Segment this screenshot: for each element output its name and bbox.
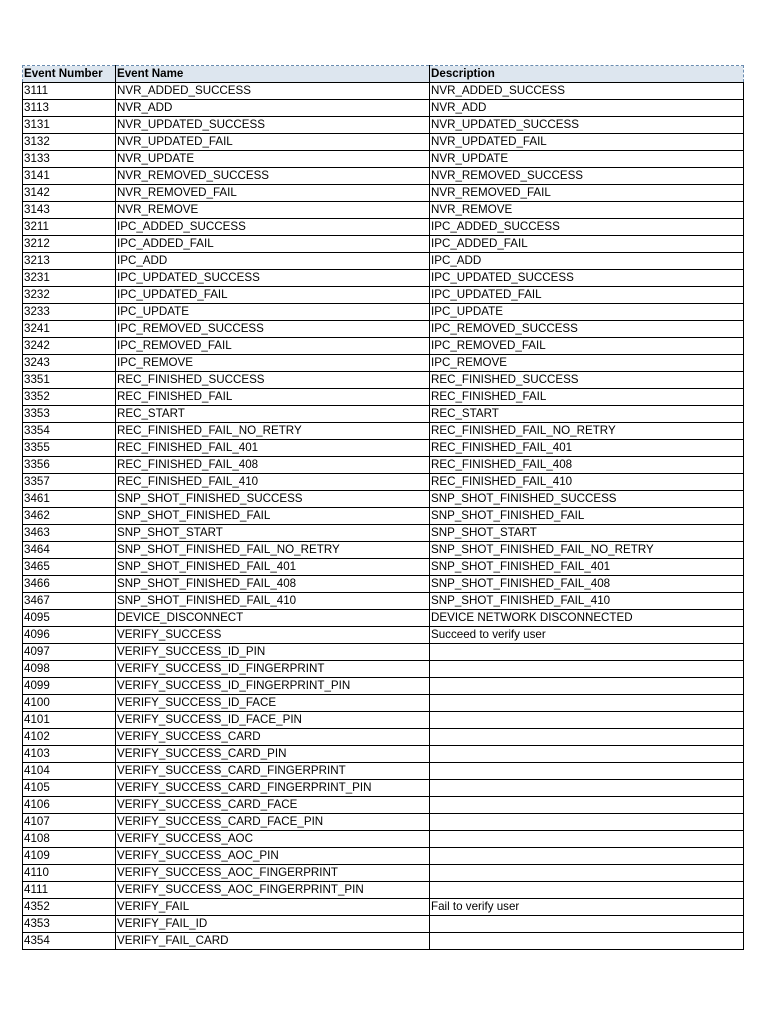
header-event-name: Event Name [116, 66, 430, 83]
cell-event-number: 3211 [23, 219, 116, 236]
cell-event-number: 3132 [23, 134, 116, 151]
cell-event-name: REC_FINISHED_SUCCESS [116, 372, 430, 389]
table-row [23, 542, 744, 559]
cell-event-number: 3242 [23, 338, 116, 355]
cell-event-name: IPC_REMOVED_SUCCESS [116, 321, 430, 338]
table-row [23, 848, 744, 865]
cell-description: REC_FINISHED_FAIL_410 [430, 474, 744, 491]
cell-description [430, 831, 744, 848]
table-row [23, 644, 744, 661]
cell-description [430, 644, 744, 661]
table-body [23, 83, 744, 950]
cell-event-name: SNP_SHOT_FINISHED_FAIL_408 [116, 576, 430, 593]
cell-event-name: VERIFY_SUCCESS_CARD_FACE [116, 797, 430, 814]
table-row [23, 695, 744, 712]
cell-event-name: VERIFY_SUCCESS_ID_FINGERPRINT [116, 661, 430, 678]
cell-description: IPC_ADDED_SUCCESS [430, 219, 744, 236]
cell-event-name: IPC_ADD [116, 253, 430, 270]
cell-description: IPC_REMOVE [430, 355, 744, 372]
cell-event-name: VERIFY_SUCCESS_AOC_FINGERPRINT [116, 865, 430, 882]
cell-description [430, 712, 744, 729]
cell-event-name: NVR_UPDATE [116, 151, 430, 168]
cell-event-number: 3462 [23, 508, 116, 525]
cell-description: Succeed to verify user [430, 627, 744, 644]
table-row [23, 797, 744, 814]
table-row [23, 406, 744, 423]
cell-event-number: 4097 [23, 644, 116, 661]
cell-description [430, 933, 744, 950]
cell-description: REC_FINISHED_FAIL [430, 389, 744, 406]
table-row [23, 168, 744, 185]
cell-description: IPC_ADD [430, 253, 744, 270]
cell-description: IPC_REMOVED_SUCCESS [430, 321, 744, 338]
cell-event-name: VERIFY_SUCCESS_AOC_FINGERPRINT_PIN [116, 882, 430, 899]
table-row [23, 474, 744, 491]
header-row [23, 66, 744, 83]
cell-description: SNP_SHOT_FINISHED_FAIL_401 [430, 559, 744, 576]
cell-description: IPC_UPDATE [430, 304, 744, 321]
cell-event-number: 4111 [23, 882, 116, 899]
cell-event-name: REC_START [116, 406, 430, 423]
table-header [23, 66, 744, 83]
table-row [23, 185, 744, 202]
cell-event-name: SNP_SHOT_FINISHED_FAIL_401 [116, 559, 430, 576]
cell-event-name: VERIFY_SUCCESS_ID_FACE_PIN [116, 712, 430, 729]
cell-description: NVR_REMOVE [430, 202, 744, 219]
cell-event-number: 3467 [23, 593, 116, 610]
cell-event-number: 4104 [23, 763, 116, 780]
cell-event-number: 4103 [23, 746, 116, 763]
cell-event-name: NVR_ADDED_SUCCESS [116, 83, 430, 100]
table-row [23, 117, 744, 134]
cell-event-number: 4108 [23, 831, 116, 848]
cell-event-name: VERIFY_SUCCESS_ID_PIN [116, 644, 430, 661]
cell-description [430, 797, 744, 814]
cell-event-number: 3352 [23, 389, 116, 406]
cell-description: NVR_UPDATED_FAIL [430, 134, 744, 151]
table-row [23, 933, 744, 950]
cell-description: NVR_ADDED_SUCCESS [430, 83, 744, 100]
cell-description [430, 746, 744, 763]
cell-event-name: SNP_SHOT_FINISHED_FAIL [116, 508, 430, 525]
cell-description [430, 695, 744, 712]
cell-event-number: 4096 [23, 627, 116, 644]
cell-event-name: IPC_REMOVE [116, 355, 430, 372]
table-row [23, 491, 744, 508]
table-row [23, 253, 744, 270]
table-row [23, 661, 744, 678]
cell-event-number: 3141 [23, 168, 116, 185]
cell-description: REC_FINISHED_FAIL_401 [430, 440, 744, 457]
table-row [23, 712, 744, 729]
cell-description: IPC_UPDATED_FAIL [430, 287, 744, 304]
cell-event-number: 3231 [23, 270, 116, 287]
table-row [23, 576, 744, 593]
cell-event-number: 3232 [23, 287, 116, 304]
cell-event-number: 4100 [23, 695, 116, 712]
cell-event-name: NVR_REMOVE [116, 202, 430, 219]
cell-description [430, 848, 744, 865]
table-row [23, 389, 744, 406]
cell-event-number: 3354 [23, 423, 116, 440]
cell-event-number: 3133 [23, 151, 116, 168]
cell-event-number: 3466 [23, 576, 116, 593]
table-row [23, 865, 744, 882]
cell-event-name: VERIFY_SUCCESS_CARD_PIN [116, 746, 430, 763]
cell-event-name: VERIFY_SUCCESS_CARD_FINGERPRINT [116, 763, 430, 780]
table-row [23, 593, 744, 610]
cell-description: NVR_UPDATED_SUCCESS [430, 117, 744, 134]
cell-event-name: NVR_ADD [116, 100, 430, 117]
table-row [23, 525, 744, 542]
cell-event-name: VERIFY_SUCCESS_ID_FACE [116, 695, 430, 712]
table-row [23, 100, 744, 117]
cell-event-name: VERIFY_SUCCESS_ID_FINGERPRINT_PIN [116, 678, 430, 695]
table-row [23, 287, 744, 304]
table-row [23, 236, 744, 253]
cell-description: SNP_SHOT_FINISHED_FAIL_408 [430, 576, 744, 593]
cell-event-name: VERIFY_FAIL_ID [116, 916, 430, 933]
cell-event-number: 4110 [23, 865, 116, 882]
cell-description: NVR_ADD [430, 100, 744, 117]
cell-event-name: NVR_UPDATED_FAIL [116, 134, 430, 151]
cell-event-name: IPC_UPDATED_FAIL [116, 287, 430, 304]
cell-description: IPC_REMOVED_FAIL [430, 338, 744, 355]
cell-event-number: 4105 [23, 780, 116, 797]
cell-description: REC_FINISHED_FAIL_NO_RETRY [430, 423, 744, 440]
cell-description: NVR_UPDATE [430, 151, 744, 168]
cell-event-number: 3351 [23, 372, 116, 389]
table-row [23, 814, 744, 831]
table-row [23, 372, 744, 389]
table-row [23, 423, 744, 440]
cell-event-number: 3243 [23, 355, 116, 372]
cell-event-number: 4352 [23, 899, 116, 916]
table-row [23, 270, 744, 287]
cell-event-number: 4099 [23, 678, 116, 695]
cell-description [430, 865, 744, 882]
table-row [23, 304, 744, 321]
cell-description [430, 882, 744, 899]
cell-event-number: 3213 [23, 253, 116, 270]
cell-event-number: 3212 [23, 236, 116, 253]
cell-event-number: 4353 [23, 916, 116, 933]
cell-event-number: 3131 [23, 117, 116, 134]
cell-description: REC_FINISHED_SUCCESS [430, 372, 744, 389]
table-row [23, 763, 744, 780]
table-row [23, 338, 744, 355]
cell-event-number: 3464 [23, 542, 116, 559]
table-row [23, 508, 744, 525]
cell-description [430, 763, 744, 780]
cell-event-name: SNP_SHOT_START [116, 525, 430, 542]
cell-event-name: REC_FINISHED_FAIL_410 [116, 474, 430, 491]
table-row [23, 321, 744, 338]
cell-event-number: 3353 [23, 406, 116, 423]
cell-event-name: REC_FINISHED_FAIL_401 [116, 440, 430, 457]
event-table [22, 65, 744, 950]
table-row [23, 83, 744, 100]
cell-event-number: 4102 [23, 729, 116, 746]
cell-event-name: SNP_SHOT_FINISHED_FAIL_410 [116, 593, 430, 610]
cell-event-name: NVR_REMOVED_FAIL [116, 185, 430, 202]
cell-event-name: IPC_ADDED_SUCCESS [116, 219, 430, 236]
table-row [23, 899, 744, 916]
cell-description [430, 678, 744, 695]
cell-event-number: 4098 [23, 661, 116, 678]
table-row [23, 610, 744, 627]
cell-event-name: IPC_REMOVED_FAIL [116, 338, 430, 355]
cell-event-name: NVR_REMOVED_SUCCESS [116, 168, 430, 185]
cell-description: REC_FINISHED_FAIL_408 [430, 457, 744, 474]
table-row [23, 831, 744, 848]
cell-event-name: VERIFY_SUCCESS_AOC [116, 831, 430, 848]
table-row [23, 559, 744, 576]
cell-description: SNP_SHOT_START [430, 525, 744, 542]
cell-event-name: IPC_UPDATE [116, 304, 430, 321]
cell-description: REC_START [430, 406, 744, 423]
table-row [23, 202, 744, 219]
cell-event-name: SNP_SHOT_FINISHED_SUCCESS [116, 491, 430, 508]
cell-event-name: SNP_SHOT_FINISHED_FAIL_NO_RETRY [116, 542, 430, 559]
table-row [23, 355, 744, 372]
cell-event-number: 3143 [23, 202, 116, 219]
cell-event-number: 3113 [23, 100, 116, 117]
cell-event-number: 3355 [23, 440, 116, 457]
table-row [23, 440, 744, 457]
cell-event-number: 4095 [23, 610, 116, 627]
cell-event-number: 3142 [23, 185, 116, 202]
table-row [23, 219, 744, 236]
cell-description: Fail to verify user [430, 899, 744, 916]
cell-event-number: 3241 [23, 321, 116, 338]
cell-event-name: IPC_UPDATED_SUCCESS [116, 270, 430, 287]
cell-event-number: 3111 [23, 83, 116, 100]
table-row [23, 882, 744, 899]
cell-event-name: REC_FINISHED_FAIL [116, 389, 430, 406]
cell-event-number: 3233 [23, 304, 116, 321]
cell-event-name: REC_FINISHED_FAIL_408 [116, 457, 430, 474]
table-row [23, 678, 744, 695]
cell-description [430, 916, 744, 933]
cell-event-name: VERIFY_SUCCESS [116, 627, 430, 644]
cell-event-number: 4106 [23, 797, 116, 814]
cell-description: DEVICE NETWORK DISCONNECTED [430, 610, 744, 627]
cell-event-name: VERIFY_SUCCESS_CARD_FACE_PIN [116, 814, 430, 831]
cell-description: SNP_SHOT_FINISHED_SUCCESS [430, 491, 744, 508]
cell-event-number: 3357 [23, 474, 116, 491]
table-row [23, 151, 744, 168]
cell-event-name: NVR_UPDATED_SUCCESS [116, 117, 430, 134]
cell-event-number: 4109 [23, 848, 116, 865]
table-row [23, 134, 744, 151]
table-row [23, 457, 744, 474]
cell-event-name: IPC_ADDED_FAIL [116, 236, 430, 253]
cell-description: SNP_SHOT_FINISHED_FAIL [430, 508, 744, 525]
cell-event-name: VERIFY_SUCCESS_CARD [116, 729, 430, 746]
cell-event-number: 3356 [23, 457, 116, 474]
cell-event-number: 3463 [23, 525, 116, 542]
table-row [23, 729, 744, 746]
cell-description [430, 814, 744, 831]
header-description: Description [430, 66, 744, 83]
cell-event-number: 3461 [23, 491, 116, 508]
cell-description: NVR_REMOVED_FAIL [430, 185, 744, 202]
cell-description [430, 661, 744, 678]
cell-description: IPC_ADDED_FAIL [430, 236, 744, 253]
table-row [23, 916, 744, 933]
cell-event-name: DEVICE_DISCONNECT [116, 610, 430, 627]
cell-event-name: VERIFY_SUCCESS_CARD_FINGERPRINT_PIN [116, 780, 430, 797]
cell-event-number: 3465 [23, 559, 116, 576]
table-row [23, 627, 744, 644]
cell-description: NVR_REMOVED_SUCCESS [430, 168, 744, 185]
cell-event-number: 4354 [23, 933, 116, 950]
table-row [23, 780, 744, 797]
cell-description: IPC_UPDATED_SUCCESS [430, 270, 744, 287]
cell-event-name: VERIFY_FAIL_CARD [116, 933, 430, 950]
cell-description: SNP_SHOT_FINISHED_FAIL_410 [430, 593, 744, 610]
cell-description: SNP_SHOT_FINISHED_FAIL_NO_RETRY [430, 542, 744, 559]
cell-event-number: 4101 [23, 712, 116, 729]
cell-description [430, 780, 744, 797]
cell-description [430, 729, 744, 746]
cell-event-number: 4107 [23, 814, 116, 831]
cell-event-name: REC_FINISHED_FAIL_NO_RETRY [116, 423, 430, 440]
table-row [23, 746, 744, 763]
cell-event-name: VERIFY_SUCCESS_AOC_PIN [116, 848, 430, 865]
header-event-number: Event Number [23, 66, 116, 83]
cell-event-name: VERIFY_FAIL [116, 899, 430, 916]
